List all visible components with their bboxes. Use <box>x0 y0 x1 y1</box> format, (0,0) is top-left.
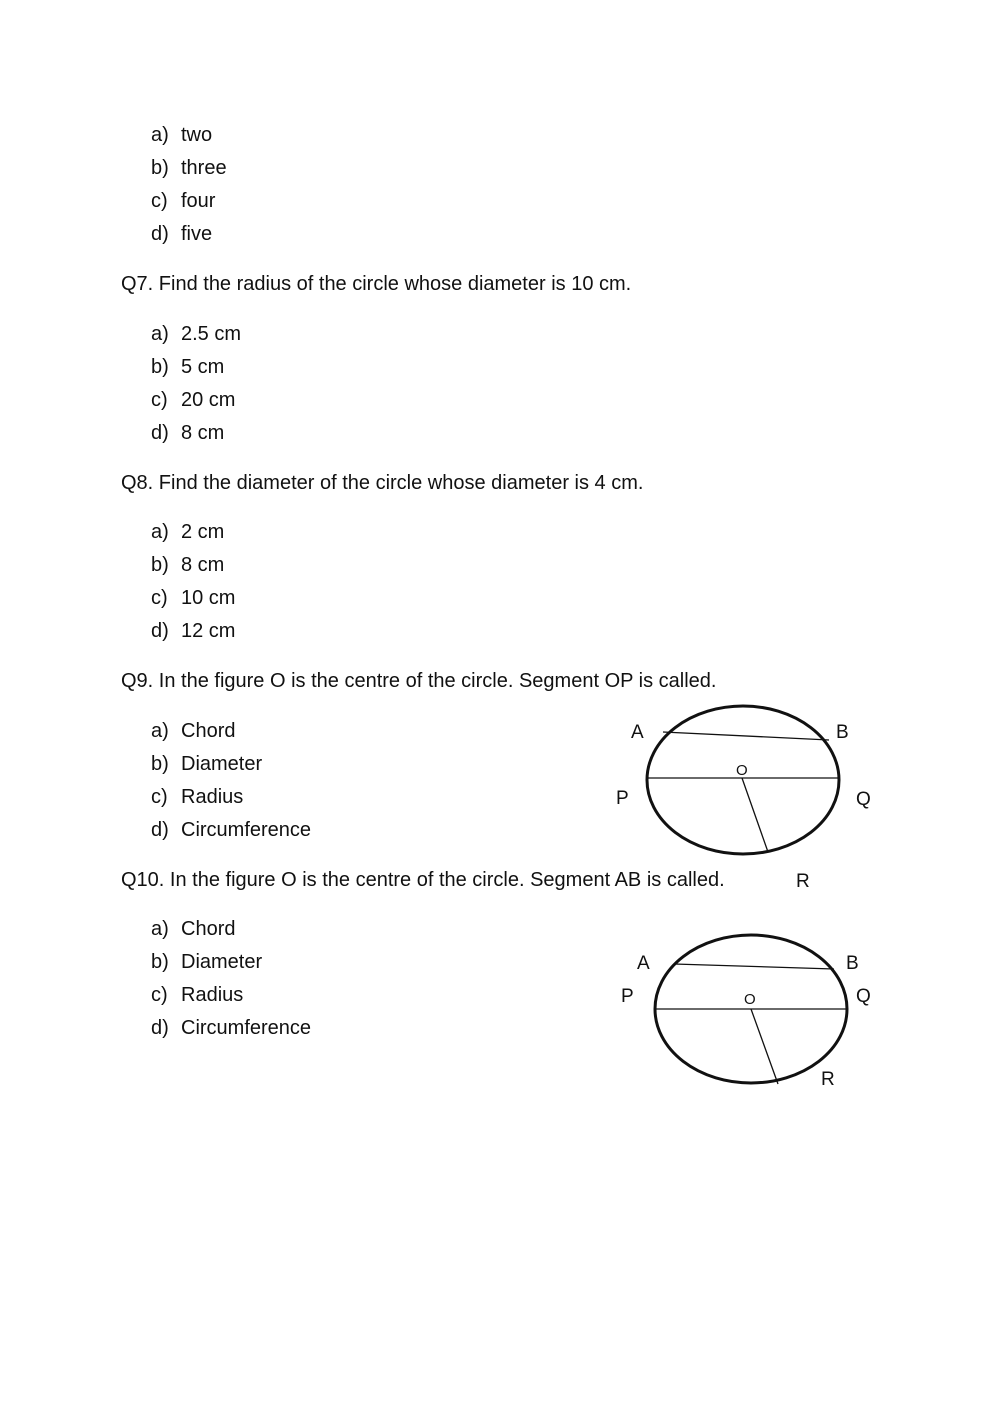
q9-option-c[interactable]: c) Radius <box>151 786 244 808</box>
q10-label-o: O <box>744 991 756 1008</box>
q6-option-a[interactable]: a) two <box>151 124 213 146</box>
q10-option-b[interactable]: b) Diameter <box>151 951 263 973</box>
q10-option-a[interactable]: a) Chord <box>151 918 236 940</box>
q8-option-d[interactable]: d) 12 cm <box>151 620 236 642</box>
q6-option-d[interactable]: d) five <box>151 223 213 245</box>
q9-label-r: R <box>796 871 810 892</box>
q6-option-b[interactable]: b) three <box>151 157 227 179</box>
q8-option-b[interactable]: b) 8 cm <box>151 554 225 576</box>
q8-question: Q8. Find the diameter of the circle whose diameter is 4 cm. <box>121 472 644 494</box>
q8-option-a[interactable]: a) 2 cm <box>151 521 225 543</box>
q10-option-d[interactable]: d) Circumference <box>151 1017 312 1039</box>
q10-label-q: Q <box>856 986 871 1007</box>
q9-chord-ab <box>663 732 829 740</box>
q10-chord-ab <box>674 964 834 969</box>
q7-question: Q7. Find the radius of the circle whose diameter is 10 cm. <box>121 273 632 295</box>
q10-label-r: R <box>821 1069 835 1090</box>
q9-radius-or <box>742 778 768 852</box>
q9-label-a: A <box>631 722 644 743</box>
q9-label-b: B <box>836 722 849 743</box>
q9-label-q: Q <box>856 789 871 810</box>
q10-label-a: A <box>637 953 650 974</box>
q8-option-c[interactable]: c) 10 cm <box>151 587 236 609</box>
q10-label-b: B <box>846 953 859 974</box>
q7-option-a[interactable]: a) 2.5 cm <box>151 323 242 345</box>
q9-option-d[interactable]: d) Circumference <box>151 819 312 841</box>
q7-option-c[interactable]: c) 20 cm <box>151 389 236 411</box>
q6-option-c[interactable]: c) four <box>151 190 216 212</box>
q9-question: Q9. In the figure O is the centre of the circle. Segment OP is called. <box>121 670 717 692</box>
q10-label-p: P <box>621 986 634 1007</box>
q10-circle-figure <box>600 925 890 1100</box>
q9-option-a[interactable]: a) Chord <box>151 720 236 742</box>
q9-label-o: O <box>736 762 748 779</box>
q10-option-c[interactable]: c) Radius <box>151 984 244 1006</box>
q9-label-p: P <box>616 788 629 809</box>
q9-circle-figure <box>600 700 890 895</box>
q10-radius-or <box>751 1009 778 1084</box>
q9-option-b[interactable]: b) Diameter <box>151 753 263 775</box>
q7-option-d[interactable]: d) 8 cm <box>151 422 225 444</box>
q10-question: Q10. In the figure O is the centre of the circle. Segment AB is called. <box>121 869 725 891</box>
q7-option-b[interactable]: b) 5 cm <box>151 356 225 378</box>
